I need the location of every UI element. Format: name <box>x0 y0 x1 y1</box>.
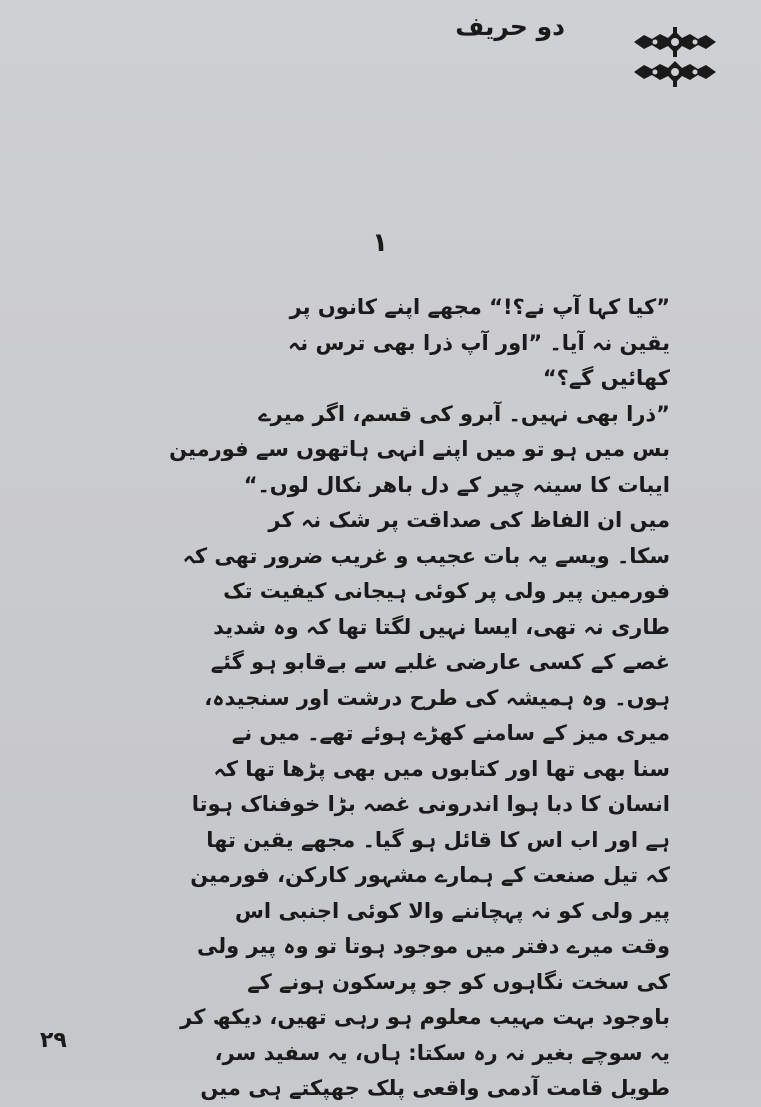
page-number: ۲۹ <box>40 1028 67 1053</box>
text-line: میری میز کے سامنے کھڑے ہوئے تھے۔ میں نے <box>231 721 670 745</box>
text-line: یہ سوچے بغیر نہ رہ سکتا: ہاں، یہ سفید سر، <box>214 1040 670 1065</box>
text-line: ہوں۔ وہ ہمیشہ کی طرح درشت اور سنجیدہ، <box>204 685 670 710</box>
ornament-top-row <box>634 27 716 57</box>
text-line: ہے اور اب اس کا قائل ہو گیا۔ مجھے یقین تھا <box>206 827 670 852</box>
ornament-bottom-row <box>634 61 716 87</box>
text-line: ”کیا کہا آپ نے؟!“ مجھے اپنے کانوں پر <box>289 295 670 319</box>
text-line: بس میں ہو تو میں اپنے انہی ہاتھوں سے فورمین <box>169 437 670 461</box>
running-title: دو حریف <box>455 12 565 41</box>
text-line: فورمین پیر ولی پر کوئی ہیجانی کیفیت تک <box>223 579 670 603</box>
text-line: ایبات کا سینہ چیر کے دل باھر نکال لوں۔“ <box>243 472 670 497</box>
text-line: میں ان الفاظ کی صداقت پر شک نہ کر <box>268 508 670 532</box>
text-line: باوجود بہت مہیب معلوم ہو رہی تھیں، دیکھ کر <box>180 1005 670 1029</box>
text-line: انسان کا دبا ہوا اندرونی غصہ بڑا خوفناک ہوتا <box>191 792 670 816</box>
text-line: سنا بھی تھا اور کتابوں میں بھی پڑھا تھا کہ <box>213 756 670 781</box>
text-line: کہ تیل صنعت کے ہمارے مشہور کارکن، فورمین <box>190 863 670 887</box>
text-line: طاری نہ تھی، ایسا نہیں لگتا تھا کہ وہ شدید <box>213 614 670 639</box>
text-line: پیر ولی کو نہ پہچاننے والا کوئی اجنبی اس <box>234 898 670 923</box>
text-line: یقین نہ آیا۔ ”اور آپ ذرا بھی ترس نہ <box>287 330 670 355</box>
text-line: کھائیں گے؟“ <box>542 366 670 390</box>
decorative-ornament-icon <box>630 26 720 88</box>
text-line: سکا۔ ویسے یہ بات عجیب و غریب ضرور تھی کہ <box>182 543 670 568</box>
text-line: طویل قامت آدمی واقعی پلک جھپکتے ہی میں <box>200 1076 670 1100</box>
text-line: وقت میرے دفتر میں موجود ہوتا تو وہ پیر ولی <box>196 934 670 958</box>
text-line: غصے کے کسی عارضی غلبے سے بےقابو ہو گئے <box>210 650 670 674</box>
chapter-number: ۱ <box>372 228 388 258</box>
text-line: کی سخت نگاہوں کو جو پرسکون ہونے کے <box>247 969 670 994</box>
body-text <box>40 290 670 1107</box>
text-line: ”ذرا بھی نہیں۔ آبرو کی قسم، اگر میرے <box>258 401 670 426</box>
